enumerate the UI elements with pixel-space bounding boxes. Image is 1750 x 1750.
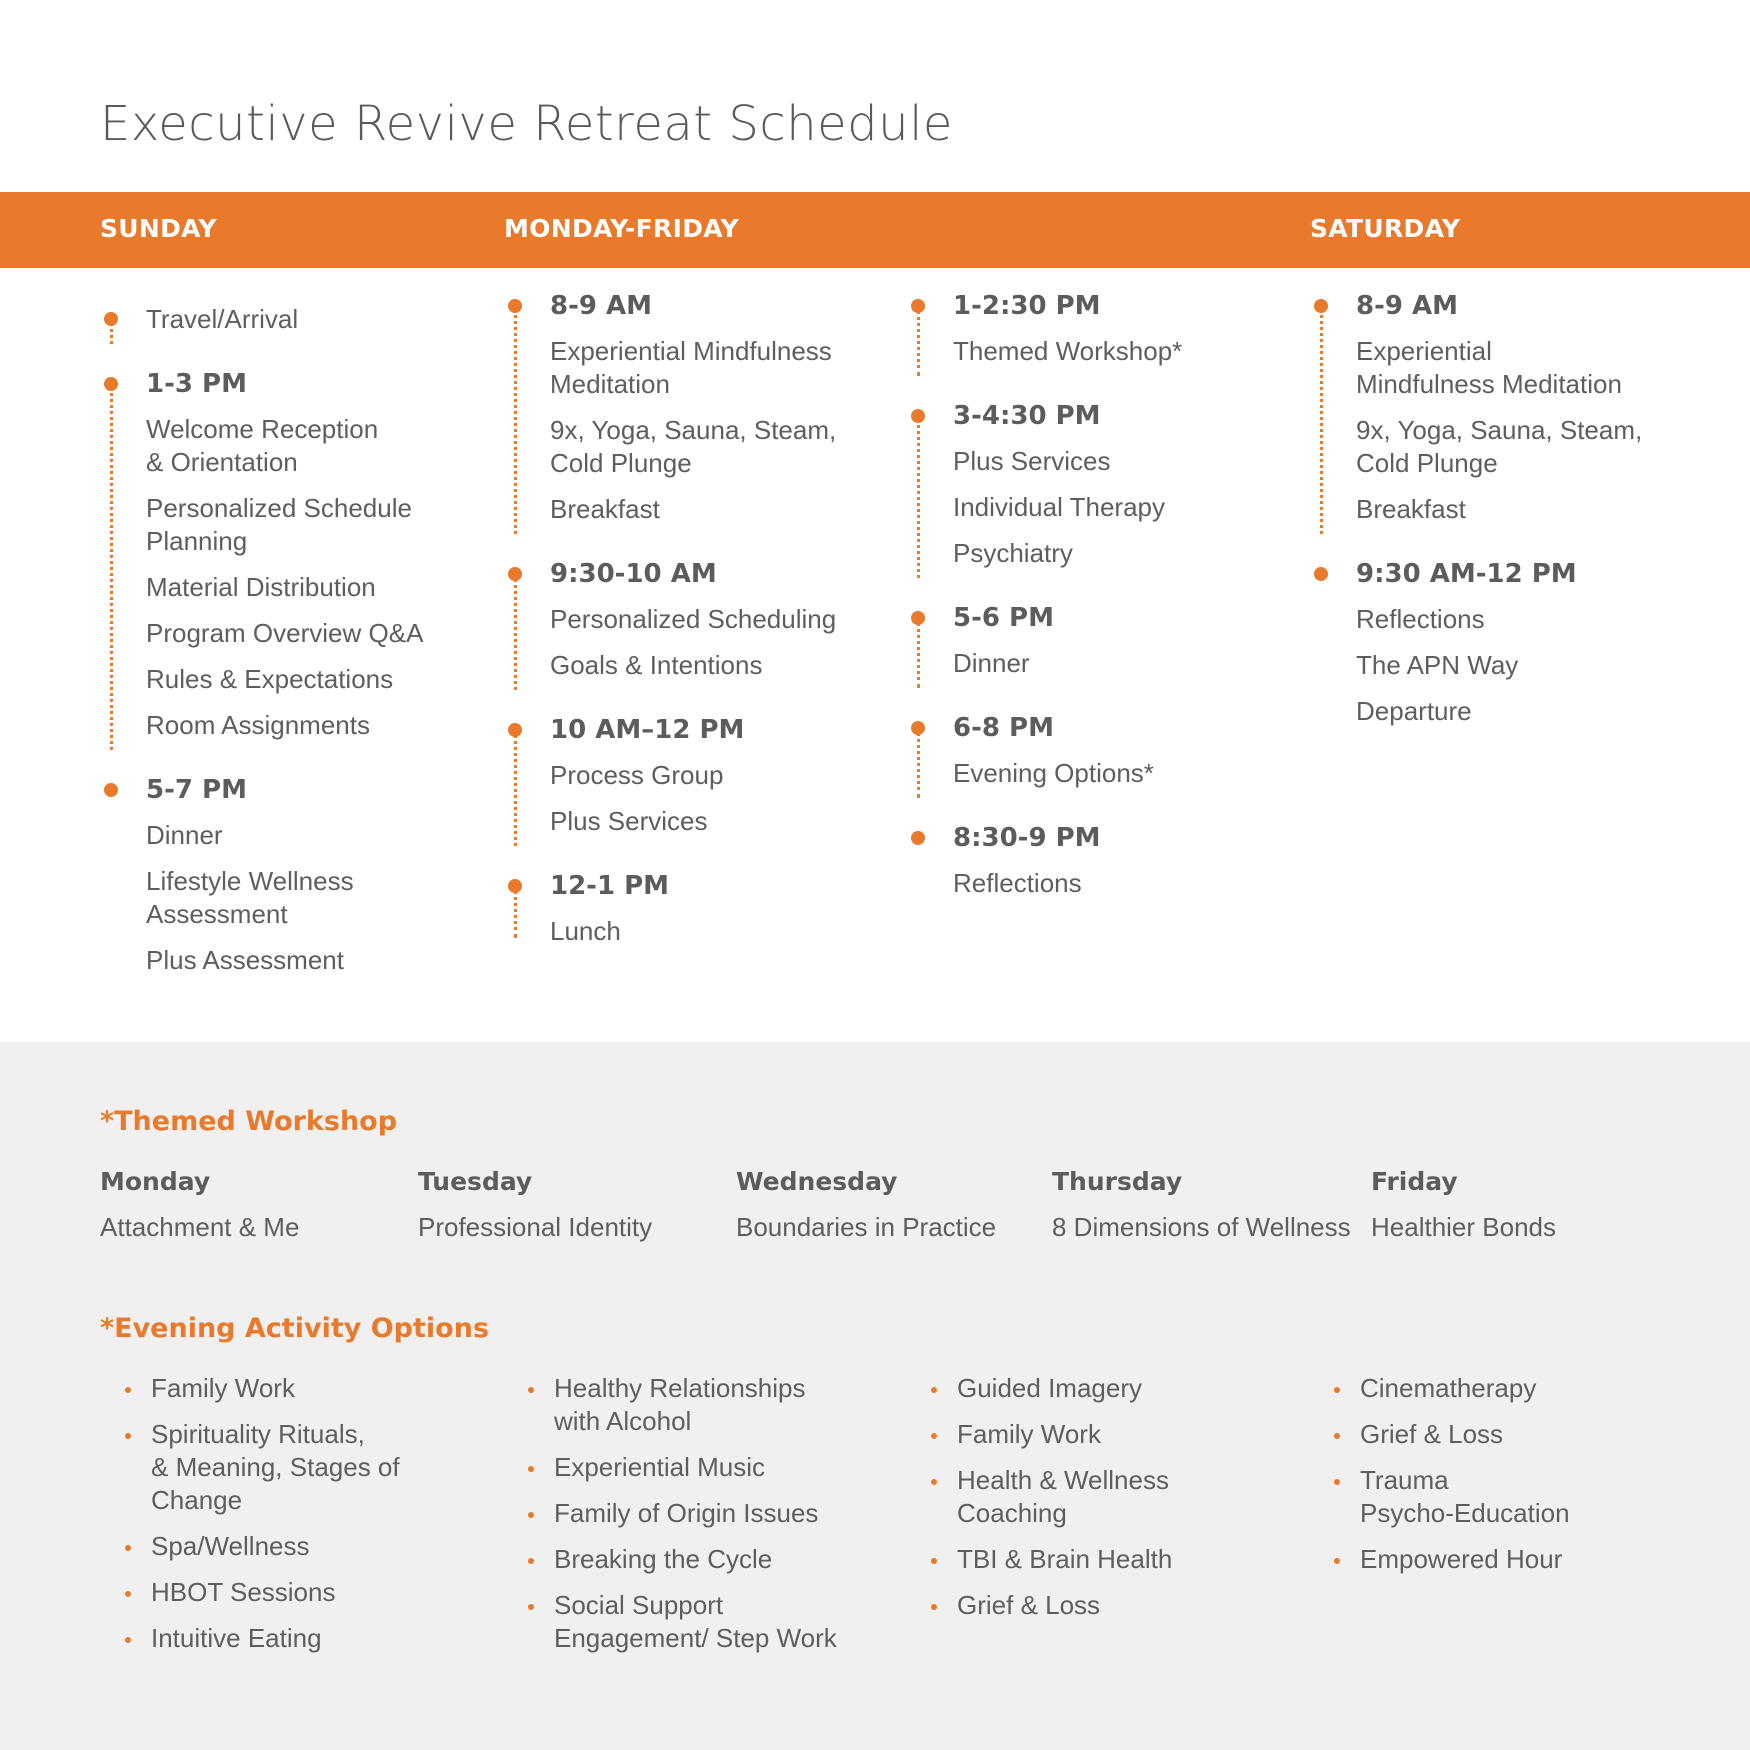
workshop-day-column [1052, 1166, 1372, 1244]
bullet-icon [125, 1545, 131, 1551]
bullet-icon [125, 1591, 131, 1597]
bullet-icon [1334, 1387, 1340, 1393]
time-slot: 6-8 PM [953, 713, 1054, 743]
schedule-item: Lunch [550, 916, 621, 946]
time-slot: 9:30-10 AM [550, 559, 717, 589]
evening-option [1334, 1464, 1694, 1530]
evening-option-label: Cinematherapy [1360, 1373, 1537, 1403]
schedule-item: Psychiatry [953, 538, 1073, 568]
evening-option-label: Spirituality Rituals, & Meaning, Stages of Change [151, 1419, 400, 1515]
timeline-dot-icon [911, 721, 925, 735]
evening-option [125, 1530, 485, 1563]
timeline-dot-icon [104, 312, 118, 326]
evening-option-label: Trauma Psycho-Education [1360, 1465, 1570, 1528]
schedule-item: Dinner [146, 820, 223, 850]
time-slot: 8-9 AM [1356, 291, 1459, 321]
bullet-icon [931, 1604, 937, 1610]
evening-option-label: TBI & Brain Health [957, 1544, 1173, 1574]
bullet-icon [528, 1387, 534, 1393]
evening-option [931, 1543, 1291, 1576]
schedule-item: 9x, Yoga, Sauna, Steam, Cold Plunge [1356, 415, 1643, 478]
schedule-item: 9x, Yoga, Sauna, Steam, Cold Plunge [550, 415, 837, 478]
timeline-dot-icon [508, 879, 522, 893]
themed-workshop-title: *Themed Workshop [100, 1106, 398, 1137]
evening-options-column [528, 1372, 888, 1668]
timeline-dot-icon [911, 299, 925, 313]
timeline-dot-icon [1314, 567, 1328, 581]
evening-option-label: Empowered Hour [1360, 1544, 1563, 1574]
evening-option-label: Spa/Wellness [151, 1531, 310, 1561]
timeline-block [907, 400, 1277, 570]
schedule-item: Rules & Expectations [146, 664, 394, 694]
evening-option-label: Experiential Music [554, 1452, 765, 1482]
time-slot: 5-7 PM [146, 775, 247, 805]
evening-option [125, 1622, 485, 1655]
schedule-item: Welcome Reception & Orientation [146, 414, 379, 477]
workshop-day: Tuesday [418, 1167, 533, 1196]
schedule-item: Process Group [550, 760, 724, 790]
sunday-timeline [100, 290, 470, 977]
schedule-item: Travel/Arrival [146, 304, 299, 334]
evening-option [1334, 1543, 1694, 1576]
evening-option [931, 1372, 1291, 1405]
evening-option [528, 1497, 888, 1530]
bullet-icon [931, 1387, 937, 1393]
time-slot: 12-1 PM [550, 871, 670, 901]
evening-option-label: Family of Origin Issues [554, 1498, 819, 1528]
evening-option-label: Grief & Loss [1360, 1419, 1504, 1449]
day-header-bar [0, 192, 1750, 268]
timeline-dot-icon [104, 783, 118, 797]
schedule-item: Experiential Mindfulness Meditation [1356, 336, 1622, 399]
evening-option-label: Breaking the Cycle [554, 1544, 773, 1574]
schedule-item: Evening Options* [953, 758, 1154, 788]
timeline-block [100, 368, 470, 742]
day-header-saturday: SATURDAY [1310, 214, 1461, 243]
timeline-dot-icon [508, 299, 522, 313]
evening-option-label: Grief & Loss [957, 1590, 1101, 1620]
workshop-day-column [418, 1166, 738, 1244]
workshop-day-column [736, 1166, 1056, 1244]
timeline-block [504, 714, 894, 838]
timeline-dot-icon [104, 377, 118, 391]
evening-option-label: HBOT Sessions [151, 1577, 336, 1607]
bullet-icon [931, 1479, 937, 1485]
bullet-icon [528, 1512, 534, 1518]
evening-option [931, 1418, 1291, 1451]
schedule-item: Themed Workshop* [953, 336, 1183, 366]
evening-option [125, 1576, 485, 1609]
schedule-item: Material Distribution [146, 572, 376, 602]
time-slot: 8:30-9 PM [953, 823, 1101, 853]
workshop-topic: 8 Dimensions of Wellness [1052, 1212, 1351, 1242]
page-title: Executive Revive Retreat Schedule [100, 96, 953, 152]
bullet-icon [125, 1387, 131, 1393]
timeline-block [1310, 558, 1690, 728]
timeline-block [907, 290, 1277, 368]
schedule-item: Reflections [1356, 604, 1485, 634]
schedule-item: The APN Way [1356, 650, 1519, 680]
evening-options-title: *Evening Activity Options [100, 1313, 490, 1344]
schedule-item: Plus Services [550, 806, 708, 836]
timeline-block [504, 558, 894, 682]
schedule-item: Lifestyle Wellness Assessment [146, 866, 354, 929]
workshop-day-column [1371, 1166, 1691, 1244]
timeline-dot-icon [911, 831, 925, 845]
timeline-block [907, 822, 1277, 900]
schedule-item: Reflections [953, 868, 1082, 898]
bullet-icon [931, 1558, 937, 1564]
workshop-day: Thursday [1052, 1167, 1183, 1196]
evening-option [125, 1372, 485, 1405]
weekday-afternoon-timeline [907, 290, 1277, 900]
timeline-dot-icon [911, 409, 925, 423]
day-header-monday-friday: MONDAY-FRIDAY [504, 214, 739, 243]
evening-options-column [1334, 1372, 1694, 1589]
evening-option [1334, 1418, 1694, 1451]
evening-option [125, 1418, 485, 1517]
schedule-item: Experiential Mindfulness Meditation [550, 336, 832, 399]
bullet-icon [931, 1433, 937, 1439]
schedule-item: Personalized Scheduling [550, 604, 837, 634]
timeline-dot-icon [911, 611, 925, 625]
workshop-day: Friday [1371, 1167, 1458, 1196]
timeline-block [504, 290, 894, 526]
evening-option [931, 1589, 1291, 1622]
evening-option-label: Guided Imagery [957, 1373, 1142, 1403]
time-slot: 5-6 PM [953, 603, 1054, 633]
workshop-day-column [100, 1166, 420, 1244]
timeline-block [504, 870, 894, 948]
schedule-item: Program Overview Q&A [146, 618, 424, 648]
time-slot: 3-4:30 PM [953, 401, 1101, 431]
evening-option-label: Family Work [957, 1419, 1101, 1449]
evening-option-label: Healthy Relationships with Alcohol [554, 1373, 806, 1436]
schedule-item: Breakfast [1356, 494, 1466, 524]
timeline-block [1310, 290, 1690, 526]
schedule-item: Personalized Schedule Planning [146, 493, 412, 556]
timeline-block [100, 774, 470, 977]
bullet-icon [1334, 1479, 1340, 1485]
workshop-day: Wednesday [736, 1167, 898, 1196]
saturday-timeline [1310, 290, 1690, 728]
timeline-dot-icon [508, 723, 522, 737]
schedule-item: Plus Services [953, 446, 1111, 476]
time-slot: 9:30 AM-12 PM [1356, 559, 1577, 589]
evening-options-column [125, 1372, 485, 1668]
schedule-item: Goals & Intentions [550, 650, 763, 680]
evening-option [528, 1451, 888, 1484]
timeline-block [907, 712, 1277, 790]
bullet-icon [528, 1466, 534, 1472]
evening-option [1334, 1372, 1694, 1405]
time-slot: 8-9 AM [550, 291, 653, 321]
timeline-block [907, 602, 1277, 680]
evening-option [528, 1589, 888, 1655]
workshop-topic: Professional Identity [418, 1212, 653, 1242]
bullet-icon [528, 1558, 534, 1564]
time-slot: 1-3 PM [146, 369, 247, 399]
workshop-topic: Healthier Bonds [1371, 1212, 1556, 1242]
time-slot: 1-2:30 PM [953, 291, 1101, 321]
evening-options-column [931, 1372, 1291, 1635]
timeline-block [100, 303, 470, 336]
evening-option [528, 1543, 888, 1576]
bullet-icon [1334, 1433, 1340, 1439]
evening-option-label: Social Support Engagement/ Step Work [554, 1590, 837, 1653]
evening-option [528, 1372, 888, 1438]
time-slot: 10 AM–12 PM [550, 715, 745, 745]
timeline-dot-icon [508, 567, 522, 581]
evening-option-label: Intuitive Eating [151, 1623, 322, 1653]
bullet-icon [125, 1433, 131, 1439]
bullet-icon [1334, 1558, 1340, 1564]
schedule-item: Dinner [953, 648, 1030, 678]
timeline-dot-icon [1314, 299, 1328, 313]
bullet-icon [125, 1637, 131, 1643]
schedule-item: Plus Assessment [146, 945, 344, 975]
evening-option-label: Family Work [151, 1373, 295, 1403]
schedule-item: Room Assignments [146, 710, 370, 740]
bullet-icon [528, 1604, 534, 1610]
day-header-sunday: SUNDAY [100, 214, 217, 243]
workshop-topic: Boundaries in Practice [736, 1212, 997, 1242]
schedule-item: Departure [1356, 696, 1472, 726]
schedule-item: Breakfast [550, 494, 660, 524]
workshop-topic: Attachment & Me [100, 1212, 300, 1242]
weekday-morning-timeline [504, 290, 894, 948]
schedule-item: Individual Therapy [953, 492, 1165, 522]
evening-option-label: Health & Wellness Coaching [957, 1465, 1169, 1528]
evening-option [931, 1464, 1291, 1530]
workshop-day: Monday [100, 1167, 211, 1196]
